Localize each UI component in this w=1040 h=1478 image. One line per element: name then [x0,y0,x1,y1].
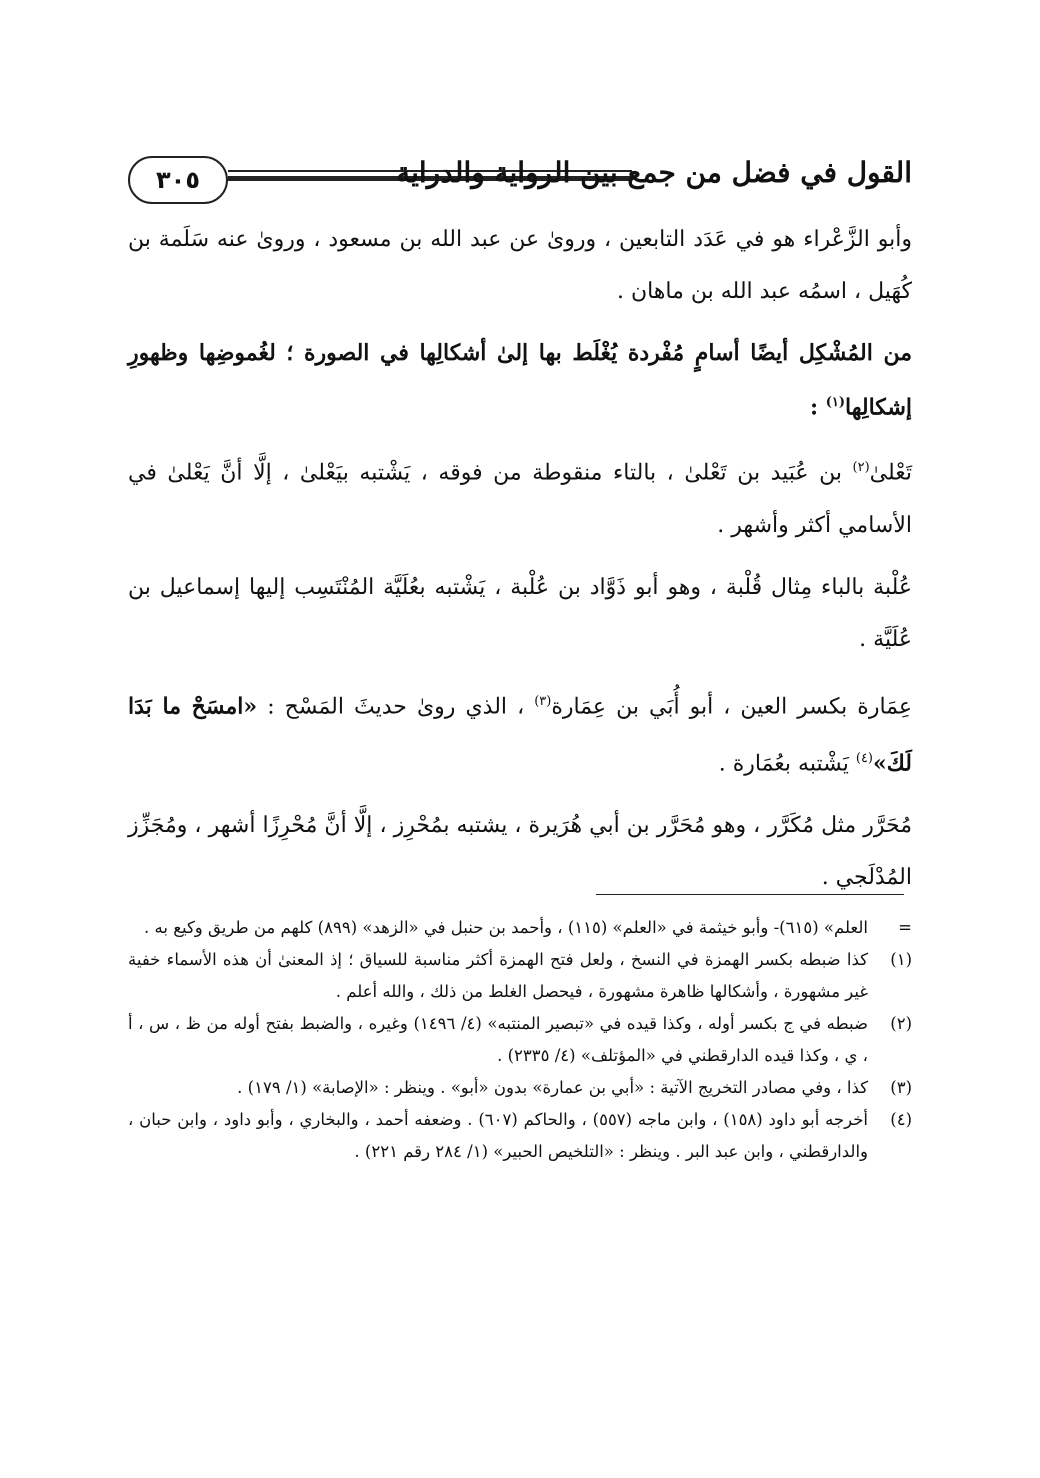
hadith-quote: «امسَحْ ما بَدَا لَكَ» [128,692,912,777]
footnote-ref-3[interactable]: (٣) [534,693,552,709]
entry-term-ta-la: تَعْلىٰ [869,460,912,486]
paragraph-4 [128,676,912,791]
footnote-4 [128,1104,912,1168]
paragraph-4-end: يَشْتبه بعُمَارة . [718,751,856,777]
paragraph-2 [128,442,912,551]
footnote-ref-4[interactable]: (٤) [855,750,873,766]
paragraph-4-start: عِمَارة بكسر العين ، أبو أُبَي بن عِمَارة [551,693,913,719]
heading-text: من المُشْكِل أيضًا أسامٍ مُفْردة يُغْلَط بها إلىٰ أشكالِها في الصورة ؛ لغُموضِها وظهورِ إشكالِها [128,340,912,421]
paragraph-2-rest: بن عُبَيد بن تَعْلىٰ ، بالتاء منقوطة من فوقه ، يَشْتبه بيَعْلىٰ ، إلَّا أنَّ يَعْلىٰ في الأسامي أكثر وأشهر . [128,460,912,538]
running-title: القول في فضل من جمع بين الرواية والدراية [396,156,912,189]
footnote-text: أخرجه أبو داود (١٥٨) ، وابن ماجه (٥٥٧) ، والحاكم (٦٠٧) . وضعفه أحمد ، والبخاري ، وأبو داود ، وابن حبان ، والدارقطني ، وابن عبد البر . وينظر : «التلخيص الحبير» (١/ ٢٨٤ رقم ٢٢١) . [128,1110,869,1161]
footnote-3 [128,1072,912,1104]
footnote-separator [596,894,904,895]
footnote-text: ضبطه في ج بكسر أوله ، وكذا قيده في «تبصير المنتبه» (٤/ ١٤٩٦) وغيره ، والضبط بفتح أوله من ظ ، س ، أ ، ي ، وكذا قيده الدارقطني في «المؤتلف» (٤/ ٢٣٣٥) . [128,1014,869,1065]
footnote-1 [128,944,912,1008]
footnote-2 [128,1008,912,1072]
footnote-marker: = [898,918,912,937]
section-heading [128,328,912,432]
page-header [128,150,912,212]
footnote-marker: (٣) [890,1078,912,1097]
page-number: ٣٠٥ [156,166,200,194]
footnote-text: العلم» (٦١٥)- وأبو خيثمة في «العلم» (١١٥) ، وأحمد بن حنبل في «الزهد» (٨٩٩) كلهم من طريق وكيع به . [144,918,868,937]
footnote-marker: (٢) [890,1014,912,1033]
heading-colon: : [809,394,826,421]
paragraph-3: عُلْبة بالباء مِثال قُلْبة ، وهو أبو ذَوَّاد بن عُلْبة ، يَشْتبه بعُلَيَّة المُنْتَسِب إليها إسماعيل بن عُلَيَّة . [128,574,912,652]
paragraph-5: مُحَرَّر مثل مُكَرَّر ، وهو مُحَرَّر بن أبي هُرَيرة ، يشتبه بمُحْرِز ، إلَّا أنَّ مُحْرِزًا أشهر ، ومُجَزِّز المُدْلَجي . [128,813,912,891]
footnotes [128,912,912,1168]
footnote-ref-2[interactable]: (٢) [852,460,870,476]
footnote-text: كذا ضبطه بكسر الهمزة في النسخ ، ولعل فتح الهمزة أكثر مناسبة للسياق ؛ إذ المعنىٰ أن هذه الأسماء خفية غير مشهورة ، وأشكالها ظاهرة مشهورة ، فيحصل الغلط من ذلك ، والله أعلم . [128,950,868,1001]
footnote-text: كذا ، وفي مصادر التخريج الآتية : «أبي بن عمارة» بدون «أبو» . وينظر : «الإصابة» (١/ ١٧٩) . [237,1078,868,1097]
footnote-continued [128,912,912,944]
footnote-ref-1[interactable]: (١) [825,395,846,410]
paragraph-4-mid: ، الذي روىٰ حديثَ المَسْح : [257,693,535,719]
page-number-badge [128,156,228,204]
footnote-marker: (١) [890,950,912,969]
paragraph-1: وأبو الزَّعْراء هو في عَدَد التابعين ، وروىٰ عن عبد الله بن مسعود ، وروىٰ عنه سَلَمة بن كُهَيل ، اسمُه عبد الله بن ماهان . [128,227,912,304]
main-text [128,214,912,914]
footnote-marker: (٤) [890,1110,912,1129]
